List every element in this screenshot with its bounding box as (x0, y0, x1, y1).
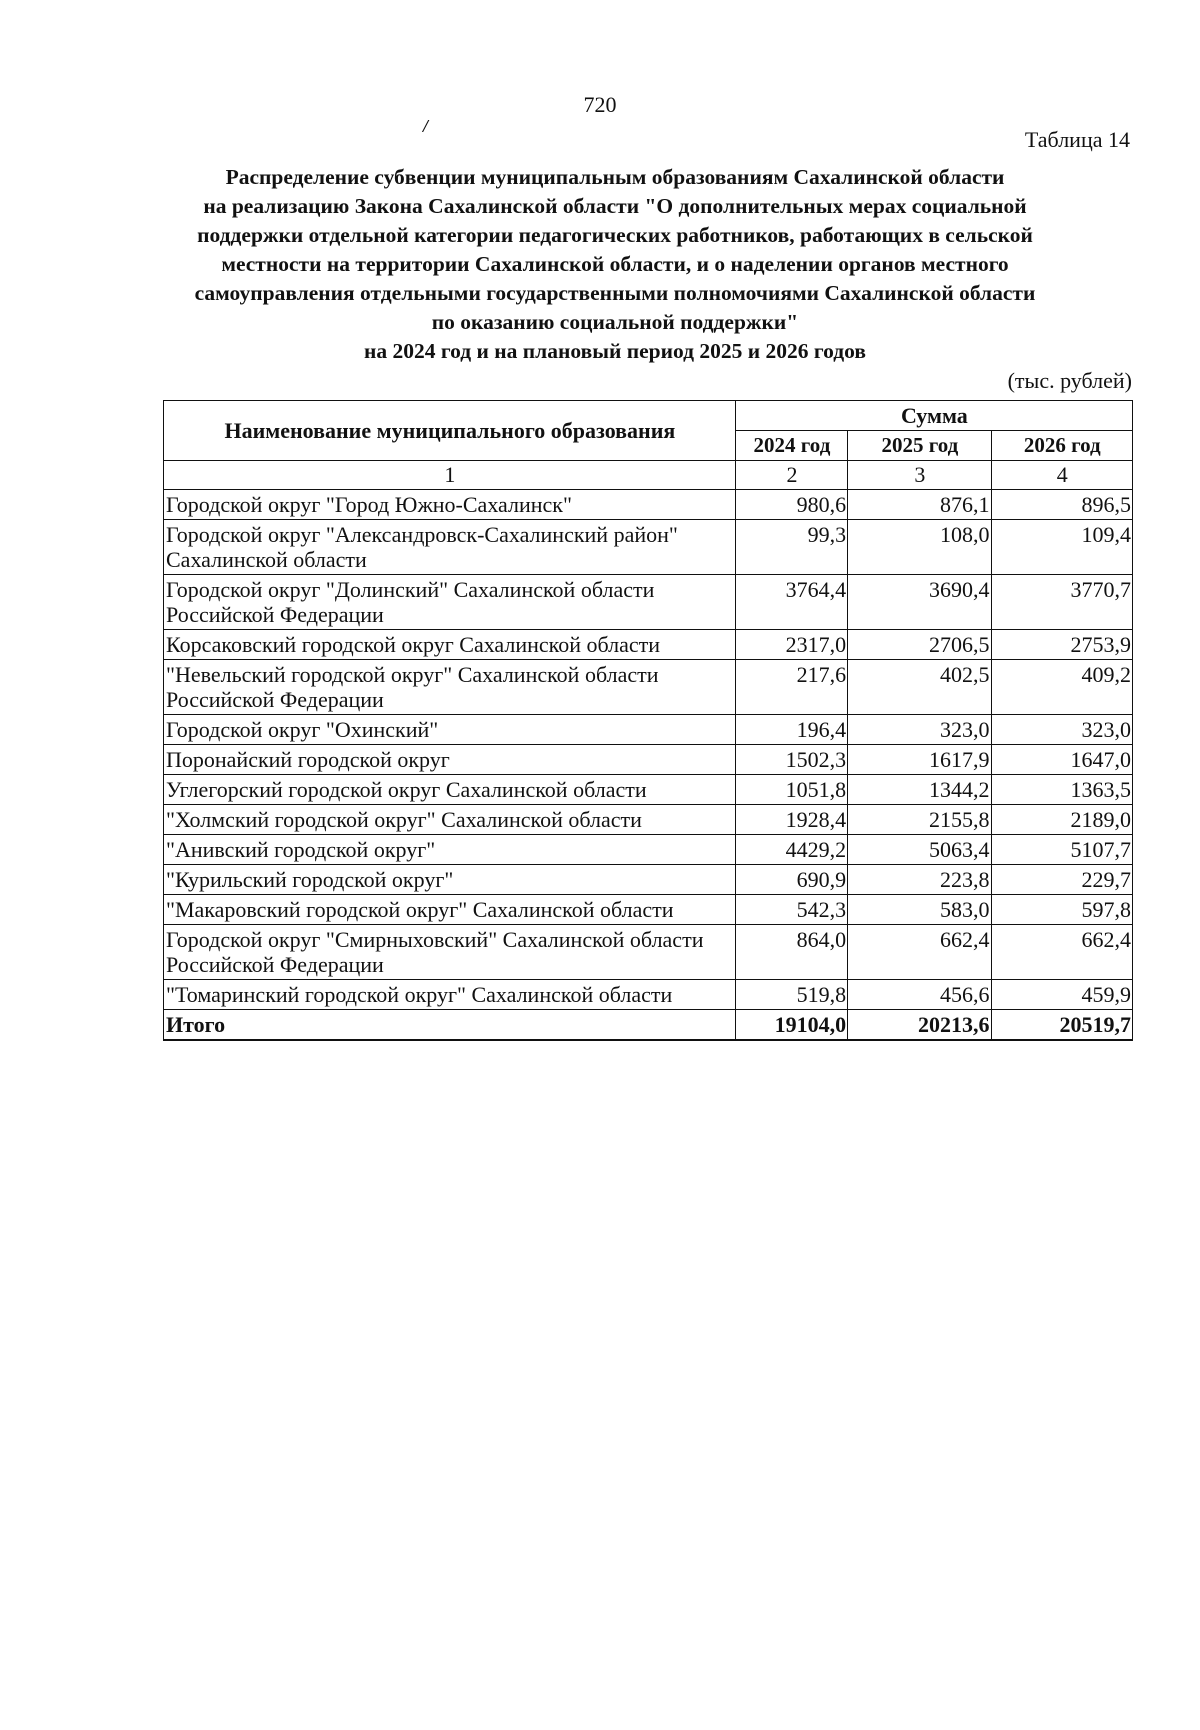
municipality-name: Углегорский городской округ Сахалинской области (164, 775, 736, 805)
page-number: 720 (583, 92, 617, 117)
amount-2026: 409,2 (991, 660, 1132, 715)
table-row (164, 980, 1133, 1010)
amount-2025: 876,1 (848, 490, 991, 520)
amount-2025: 402,5 (848, 660, 991, 715)
municipality-name: "Анивский городской округ" (164, 835, 736, 865)
amount-2026: 229,7 (991, 865, 1132, 895)
amount-2026: 1363,5 (991, 775, 1132, 805)
municipality-name: "Томаринский городской округ" Сахалинской области (164, 980, 736, 1010)
column-numbers-row (164, 461, 1133, 490)
header-row (164, 401, 1133, 431)
table-row (164, 715, 1133, 745)
amount-2024: 2317,0 (735, 630, 847, 660)
header-year-2024: 2024 год (735, 431, 847, 461)
amount-2024: 864,0 (735, 925, 847, 980)
amount-2025: 1617,9 (848, 745, 991, 775)
title-line: на реализацию Закона Сахалинской области "О дополнительных мерах социальной (203, 194, 1027, 218)
amount-2026: 3770,7 (991, 575, 1132, 630)
total-2024: 19104,0 (735, 1010, 847, 1041)
municipality-name: Городской округ "Александровск-Сахалинский район" Сахалинской области (164, 520, 736, 575)
amount-2024: 3764,4 (735, 575, 847, 630)
header-name: Наименование муниципального образования (164, 401, 736, 461)
amount-2026: 662,4 (991, 925, 1132, 980)
amount-2026: 2753,9 (991, 630, 1132, 660)
table-row (164, 490, 1133, 520)
amount-2024: 980,6 (735, 490, 847, 520)
municipality-name: "Курильский городской округ" (164, 865, 736, 895)
amount-2025: 3690,4 (848, 575, 991, 630)
municipality-name: Городской округ "Охинский" (164, 715, 736, 745)
amount-2024: 1051,8 (735, 775, 847, 805)
header-sum: Сумма (735, 401, 1132, 431)
amount-2025: 108,0 (848, 520, 991, 575)
column-number: 3 (848, 461, 991, 490)
amount-2025: 323,0 (848, 715, 991, 745)
amount-2024: 690,9 (735, 865, 847, 895)
amount-2024: 217,6 (735, 660, 847, 715)
column-number: 1 (164, 461, 736, 490)
title-line: самоуправления отдельными государственными полномочиями Сахалинской области (194, 281, 1036, 305)
amount-2025: 5063,4 (848, 835, 991, 865)
amount-2025: 662,4 (848, 925, 991, 980)
amount-2024: 196,4 (735, 715, 847, 745)
amount-2025: 583,0 (848, 895, 991, 925)
table-body (164, 490, 1133, 1010)
table-row (164, 925, 1133, 980)
subvention-table (163, 400, 1133, 1041)
title-line: Распределение субвенции муниципальным образованиям Сахалинской области (225, 165, 1005, 189)
municipality-name: Городской округ "Долинский" Сахалинской области Российской Федерации (164, 575, 736, 630)
table-row (164, 660, 1133, 715)
amount-2026: 109,4 (991, 520, 1132, 575)
amount-2024: 542,3 (735, 895, 847, 925)
units-label: (тыс. рублей) (1007, 368, 1132, 393)
amount-2026: 5107,7 (991, 835, 1132, 865)
total-2025: 20213,6 (848, 1010, 991, 1041)
amount-2026: 323,0 (991, 715, 1132, 745)
amount-2024: 519,8 (735, 980, 847, 1010)
table-row (164, 575, 1133, 630)
table-row (164, 865, 1133, 895)
amount-2024: 99,3 (735, 520, 847, 575)
amount-2025: 223,8 (848, 865, 991, 895)
amount-2024: 1502,3 (735, 745, 847, 775)
amount-2026: 459,9 (991, 980, 1132, 1010)
table-label: Таблица 14 (1024, 127, 1130, 152)
table-row (164, 520, 1133, 575)
amount-2025: 2706,5 (848, 630, 991, 660)
title-line: по оказанию социальной поддержки" (431, 310, 799, 334)
municipality-name: Городской округ "Смирныховский" Сахалинской области Российской Федерации (164, 925, 736, 980)
header-year-2025: 2025 год (848, 431, 991, 461)
amount-2025: 456,6 (848, 980, 991, 1010)
table-row (164, 775, 1133, 805)
header-year-2026: 2026 год (991, 431, 1132, 461)
total-2026: 20519,7 (991, 1010, 1132, 1041)
municipality-name: "Невельский городской округ" Сахалинской области Российской Федерации (164, 660, 736, 715)
table-row (164, 630, 1133, 660)
total-row (164, 1010, 1133, 1041)
municipality-name: "Холмский городской округ" Сахалинской области (164, 805, 736, 835)
amount-2024: 4429,2 (735, 835, 847, 865)
amount-2025: 1344,2 (848, 775, 991, 805)
title-line: местности на территории Сахалинской области, и о наделении органов местного (221, 252, 1009, 276)
municipality-name: "Макаровский городской округ" Сахалинской области (164, 895, 736, 925)
amount-2026: 597,8 (991, 895, 1132, 925)
table-row (164, 895, 1133, 925)
municipality-name: Поронайский городской округ (164, 745, 736, 775)
amount-2026: 2189,0 (991, 805, 1132, 835)
total-label: Итого (164, 1010, 736, 1041)
table-row (164, 745, 1133, 775)
amount-2024: 1928,4 (735, 805, 847, 835)
municipality-name: Корсаковский городской округ Сахалинской области (164, 630, 736, 660)
title-line: поддержки отдельной категории педагогических работников, работающих в сельской (197, 223, 1033, 247)
column-number: 2 (735, 461, 847, 490)
column-number: 4 (991, 461, 1132, 490)
stray-mark: / (423, 116, 429, 136)
title-line: на 2024 год и на плановый период 2025 и 2026 годов (364, 339, 866, 363)
table-row (164, 805, 1133, 835)
municipality-name: Городской округ "Город Южно-Сахалинск" (164, 490, 736, 520)
amount-2026: 1647,0 (991, 745, 1132, 775)
amount-2026: 896,5 (991, 490, 1132, 520)
document-title (150, 163, 1080, 366)
table-row (164, 835, 1133, 865)
amount-2025: 2155,8 (848, 805, 991, 835)
